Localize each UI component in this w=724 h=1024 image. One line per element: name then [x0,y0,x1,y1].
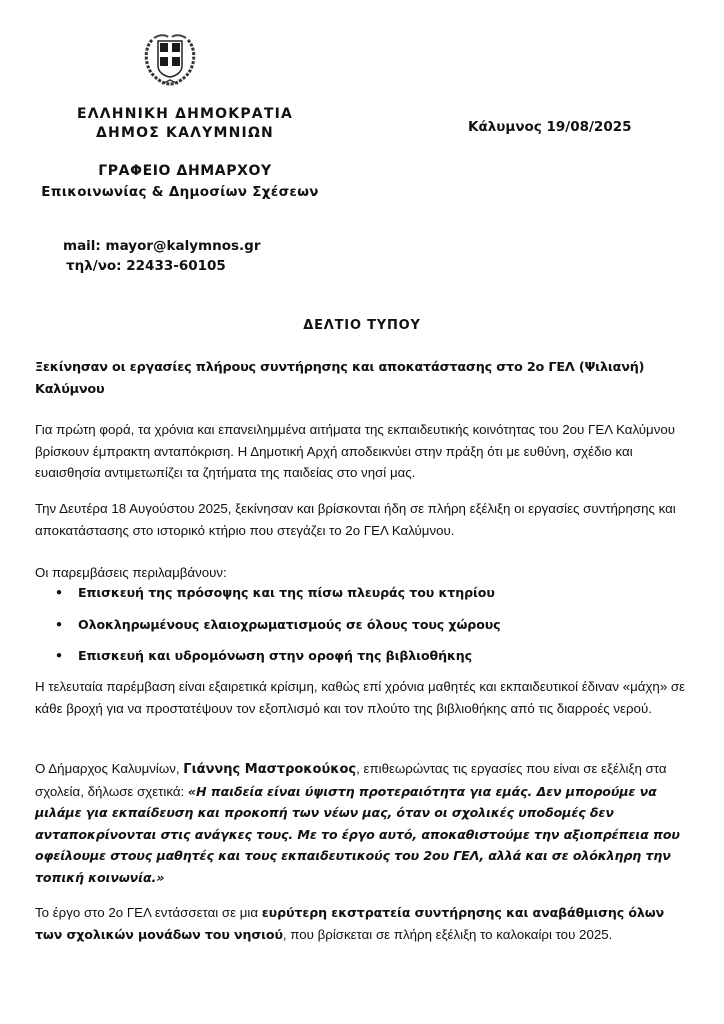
republic-name: ΕΛΛΗΝΙΚΗ ΔΗΜΟΚΡΑΤΙΑ [76,106,294,122]
list-item [55,582,695,614]
paragraph-works-start: Την Δευτέρα 18 Αυγούστου 2025, ξεκίνησαν και βρίσκονται ήδη σε πλήρη εξέλιξη οι εργασίες συντήρησης και αποκατάστασης στο ιστορικό κτήριο που στεγάζει το 2ο ΓΕΛ Καλύμνου. [35,501,676,538]
paragraph-intro: Για πρώτη φορά, τα χρόνια και επανειλημμένα αιτήματα της εκπαιδευτικής κοινότητας του 2ου ΓΕΛ Καλύμνου βρίσκουν έμπρακτη ανταπόκριση. Η Δημοτική Αρχή αποδεικνύει στην πράξη ότι με ευθύνη, σχέδιο και ευαισθησία αντιμετωπίζει τα ζητήματα της παιδείας στο νησί μας. [35,422,676,480]
statement-lead: Ο Δήμαρχος Καλυμνίων, [35,761,184,776]
interventions-list [55,582,695,677]
statement-middle: , επιθεωρώντας τις εργασίες που είναι σε εξέλιξη στα σχολεία, δήλωσε σχετικά: [35,761,667,799]
mayor-quote: «Η παιδεία είναι ύψιστη προτεραιότητα για εμάς. Δεν μπορούμε να μιλάμε για εκπαίδευση και προκοπή των νέων μας, όταν οι σχολικές υποδομές δεν ανταποκρίνονται στις ανάγκες τους. Με το έργο αυτό, αποκαθιστούμε την αξιοπρέπεια που οφείλουμε στους μαθητές και τους εκπαιδευτικούς του 2ου ΓΕΛ, αλλά και σε ολόκληρη την τοπική κοινωνία.» [35,783,680,885]
press-release-headline: Ξεκίνησαν οι εργασίες πλήρους συντήρησης και αποκατάστασης στο 2ο ΓΕΛ (Ψιλιανή) Καλύμνου [35,360,645,397]
department-name: Επικοινωνίας & Δημοσίων Σχέσεων [41,184,319,200]
bullet-icon: • [55,585,63,600]
bullet-icon: • [55,648,63,663]
campaign-emphasis: ευρύτερη εκστρατεία συντήρησης και αναβάθμισης όλων των σχολικών μονάδων του νησιού [35,905,665,942]
contact-email: mail: mayor@kalymnos.gr [63,238,261,254]
campaign-tail: , που βρίσκεται σε πλήρη εξέλιξη το καλοκαίρι του 2025. [282,926,613,942]
greek-coat-of-arms-icon [140,30,200,88]
campaign-lead: Το έργο στο 2ο ΓΕΛ εντάσσεται σε μια [35,905,262,920]
bullet-icon: • [55,616,63,632]
intervention-text: Επισκευή και υδρομόνωση στην οροφή της βιβλιοθήκης [78,648,473,663]
mayor-name: Γιάννης Μαστροκούκος [183,762,357,777]
intervention-text: Επισκευή της πρόσοψης και της πίσω πλευράς του κτηρίου [78,585,495,600]
list-item [55,645,695,677]
date-line: Κάλυμνος 19/08/2025 [468,119,632,135]
document-title: ΔΕΛΤΙΟ ΤΥΠΟΥ [303,318,421,333]
office-name: ΓΡΑΦΕΙΟ ΔΗΜΑΡΧΟΥ [98,163,272,179]
interventions-intro: Οι παρεμβάσεις περιλαμβάνουν: [35,565,227,580]
paragraph-library-importance: Η τελευταία παρέμβαση είναι εξαιρετικά κρίσιμη, καθώς επί χρόνια μαθητές και εκπαιδευτικοί έδιναν «μάχη» σε κάθε βροχή για να προστατέψουν τον εξοπλισμό και τον πλούτο της βιβλιοθήκης από τις διαρροές νερού. [35,679,686,716]
list-item [55,614,695,646]
paragraph-mayor-statement [35,758,695,888]
intervention-text: Ολοκληρωμένους ελαιοχρωματισμούς σε όλους τους χώρους [78,616,501,632]
municipality-name: ΔΗΜΟΣ ΚΑΛΥΜΝΙΩΝ [96,125,274,141]
paragraph-campaign [35,902,695,945]
contact-phone: τηλ/νο: 22433-60105 [66,258,226,274]
